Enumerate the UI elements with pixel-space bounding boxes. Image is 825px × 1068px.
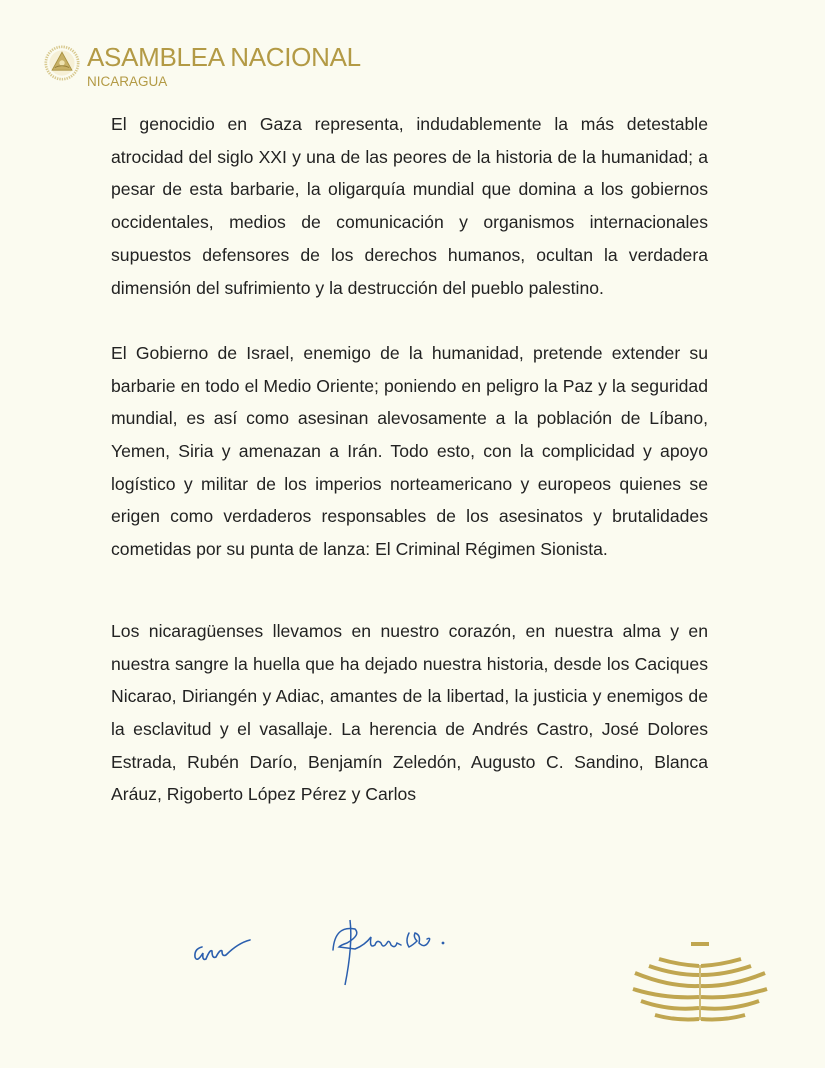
assembly-hemicycle-icon [625, 935, 775, 1030]
institution-country: NICARAGUA [87, 74, 168, 89]
letterhead [44, 42, 361, 90]
full-signature [325, 915, 460, 995]
paragraph-1: El genocidio en Gaza representa, indudablemente la más detestable atrocidad del siglo XXI y una de las peores de la historia de la humanidad; a pesar de esta barbarie, la oligarquía mundial que domina a los gobiernos occidentales, medios de comunicación y organismos internacionales supuestos defensores de los derechos humanos, ocultan la verdadera dimensión del sufrimiento y la destrucción del pueblo palestino. [111, 114, 708, 298]
document-body [111, 108, 708, 844]
institution-title: ASAMBLEA NACIONAL [87, 42, 361, 72]
paragraph-3: Los nicaragüenses llevamos en nuestro corazón, en nuestra alma y en nuestra sangre la huella que ha dejado nuestra historia, desde los Caciques Nicarao, Diriangén y Adiac, amantes de la libertad, la justicia y enemigos de la esclavitud y el vasallaje. La herencia de Andrés Castro, José Dolores Estrada, Rubén Darío, Benjamín Zeledón, Augusto C. Sandino, Blanca Aráuz, Rigoberto López Pérez y Carlos [111, 620, 708, 805]
initials-signature [190, 935, 265, 970]
nicaragua-coat-of-arms-icon [44, 45, 80, 81]
paragraph-2: El Gobierno de Israel, enemigo de la humanidad, pretende extender su barbarie en todo el Medio Oriente; poniendo en peligro la Paz y la seguridad mundial, es así como asesinan alevosamente a la población de Líbano, Yemen, Siria y amenazan a Irán. Todo esto, con la complicidad y apoyo logístico y militar de los imperios norteamericano y europeos quienes se erigen como verdaderos responsables de los asesinatos y brutalidades cometidas por su punta de lanza: El Criminal Régimen Sionista. [111, 342, 708, 560]
